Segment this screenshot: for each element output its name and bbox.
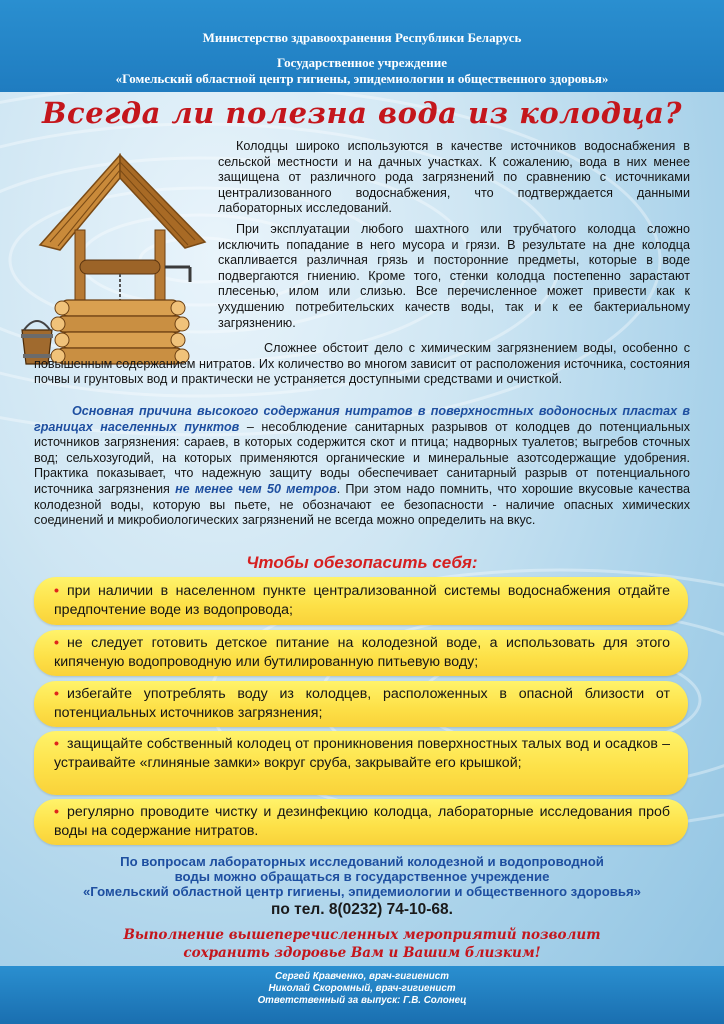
bullet-icon: • <box>54 686 59 702</box>
phone-number: 8(0232) 74-10-68 <box>328 901 449 918</box>
header-banner <box>0 0 724 92</box>
phone-prefix: по тел. <box>271 901 329 918</box>
institution-type: Государственное учреждение <box>276 55 447 70</box>
tip-item <box>34 799 688 845</box>
bullet-icon: • <box>54 635 59 651</box>
contact-line-2: воды можно обращаться в государственное учреждение <box>174 869 550 884</box>
contact-phone-line <box>0 902 724 917</box>
paragraph-chemical-text: Сложнее обстоит дело с химическим загрязнением воды, особенно с повышенным содержанием нитратов. Их количество во многом зависит от расположения источника, состояния почвы и грунтовых вод и практически не устраняется доступными средствами и очисткой. <box>34 341 690 387</box>
tip-text: не следует готовить детское питание на колодезной воде, а использовать для этого кипяченую водопроводную или бутилированную питьевую воду; <box>54 635 670 670</box>
paragraph-chemical <box>34 341 690 388</box>
ministry-name: Министерство здравоохранения Республики Беларусь <box>202 30 522 45</box>
phone-suffix: . <box>448 901 453 918</box>
contact-line-3: «Гомельский областной центр гигиены, эпидемиологии и общественного здоровья» <box>82 884 642 899</box>
contact-line-1: По вопросам лабораторных исследований колодезной и водопроводной <box>120 854 604 869</box>
author-1: Сергей Кравченко, врач-гигиенист <box>275 971 449 982</box>
tip-item <box>34 731 688 795</box>
nitrates-text-b: . При этом надо помнить, что хорошие вкусовые качества колодезной воды, которую вы пьете, не обозначают ее безопасности - наличие опасных химических соединений и микробиологических загрязнений не всегда можно определить на вкус. <box>34 481 691 528</box>
tip-text: защищайте собственный колодец от проникновения поверхностных талых вод и осадков – устраивайте «глиняные замки» вокруг сруба, закрывайте его крышкой; <box>54 736 670 771</box>
closing-line-1: Выполнение вышеперечисленных мероприятий позволит <box>123 927 601 943</box>
institution-name: «Гомельский областной центр гигиены, эпидемиологии и общественного здоровья» <box>115 71 609 86</box>
bullet-icon: • <box>54 804 59 820</box>
footer-banner <box>0 966 724 1024</box>
nitrates-emphasis: Основная причина высокого содержания нитратов в поверхностных водоносных пластах в границах населенных пунктов <box>34 404 690 434</box>
protect-heading: Чтобы обезопасить себя: <box>246 553 478 572</box>
bullet-icon: • <box>54 736 59 752</box>
closing-line-2: сохранить здоровье Вам и Вашим близким! <box>183 945 541 961</box>
nitrates-text-a: – несоблюдение санитарных разрывов от колодцев до потенциальных источников загрязнения: сараев, в которых содержится скот и птица; надворных туалетов; выгребов сточных вод; сельхозугодий, на которых применяются органические и минеральные азотсодержащие удобрения. Практика показывает, что надежную защиту воды обеспечивает санитарный разрыв от потенциального источника загрязнения <box>34 419 690 496</box>
tip-text: при наличии в населенном пункте централизованной системы водоснабжения отдайте предпочтение воде из водопровода; <box>54 583 670 618</box>
paragraph-nitrates <box>34 404 690 529</box>
bullet-icon: • <box>54 583 59 599</box>
paragraph-contamination: При эксплуатации любого шахтного или трубчатого колодца сложно исключить попадание в него мусора и грязи. В результате на дне колодца скапливается различная грязь и посторонние предметы, которые в воде подвергаются гниению. Кроме того, стенки колодца постепенно зарастают плесенью, илом или слизью. Все перечисленное может привести как к ухудшению потребительских качеств воды, так и к ее бактериальному загрязнению. <box>218 222 690 330</box>
tip-text: избегайте употреблять воду из колодцев, расположенных в опасной близости от потенциальных источников загрязнения; <box>54 686 670 721</box>
tip-item <box>34 681 688 727</box>
author-2: Николай Скоромный, врач-гигиенист <box>268 983 456 994</box>
tip-text: регулярно проводите чистку и дезинфекцию колодца, лабораторные исследования проб воды на содержание нитратов. <box>54 804 670 839</box>
tip-item <box>34 630 688 676</box>
paragraph-intro: Колодцы широко используются в качестве источников водоснабжения в сельской местности и на дачных участках. К сожалению, вода в них менее защищена от различного рода загрязнений по сравнению с источниками централизованного водоснабжения, что подтверждается данными лабораторных исследований. <box>218 139 690 216</box>
distance-emphasis: не менее чем 50 метров <box>175 481 337 496</box>
page-title: Всегда ли полезна вода из колодца? <box>42 96 682 130</box>
responsible-person: Ответственный за выпуск: Г.В. Солонец <box>257 995 467 1006</box>
tip-item <box>34 577 688 625</box>
